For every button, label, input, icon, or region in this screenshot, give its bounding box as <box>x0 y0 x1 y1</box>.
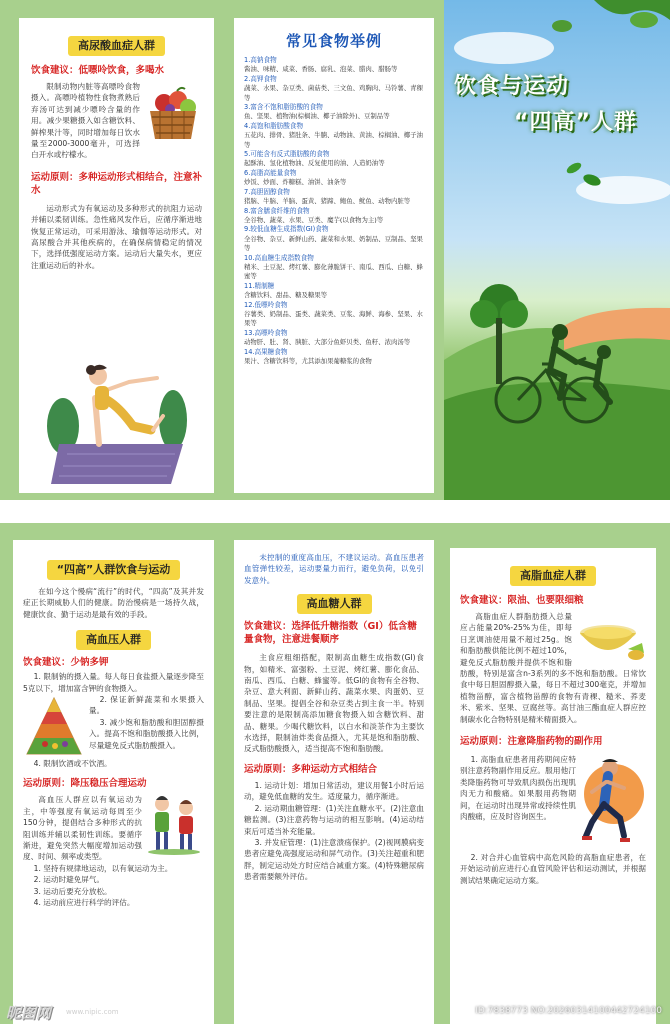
food-group-heading: 5.可能含有反式脂肪酸的食物 <box>244 150 330 159</box>
family-exercise-icon <box>146 794 204 856</box>
lipid-diet-heading: 饮食建议：限油、也要限细粮 <box>460 595 584 606</box>
food-group-items: 全谷物、蔬菜、水果、豆类、魔芋(以食物为主)等 <box>244 215 384 224</box>
diabetes-title: 高血糖人群 <box>297 594 372 614</box>
hypertension-exercise-heading: 运动原则：降压稳压合理运动 <box>23 778 147 790</box>
food-group-heading: 7.高胆固醇食物 <box>244 187 290 196</box>
food-group-heading: 6.高脂高能量食物 <box>244 168 297 177</box>
food-group-heading: 13.高嘌呤食物 <box>244 328 288 337</box>
cover-title-line1: 饮食与运动 <box>454 74 570 99</box>
diet-p1: 1. 限制钠的摄入量。每人每日食盐摄入量逐步降至5克以下，增加富含钾的食物摄入。 <box>23 672 204 693</box>
lipid-diet-block <box>460 611 646 725</box>
sheet-gap <box>0 500 670 523</box>
panel-foods <box>234 18 434 493</box>
running-man-icon <box>580 754 646 850</box>
food-group-items: 起酥油、氢化植物油、反复使用的油、人造奶油等 <box>244 159 385 168</box>
watermark-id: ID:7838773 NO:20260314100442724100 <box>475 1006 662 1016</box>
lipid-ex-p1: 1. 高脂血症患者用药期间应特别注意药物副作用反应。服用他汀类降脂药物可导致肌肉损伤出现肌肉无力和酸痛。如果服用药物期间，在运动时出现异常或持续性肌肉酸痛，应及时咨询医生。 <box>460 755 576 822</box>
diet-text: 限制动物内脏等高嘌呤食物摄入。高嘌呤植物性食物煮熟后弃汤可达到减少嘌呤含量的作用。减少果糖摄入如含糖饮料、鲜榨果汁等，同时增加每日饮水量至2000-3000毫升，可选择白开水或柠檬水。 <box>31 82 140 160</box>
food-group-heading: 4.高饱和脂肪酸食物 <box>244 121 304 130</box>
food-group-items: 果汁、含糖饮料等，尤其添加果葡糖浆的食物 <box>244 357 372 365</box>
gout-diet-block <box>31 81 202 161</box>
diabetes-top-text: 未控制的重度高血压，不建议运动。高血压患者血管弹性较差，运动要量力而行，避免负荷，以免引发意外。 <box>244 553 424 585</box>
bicycle-family-icon <box>490 318 640 428</box>
food-group-items: 鱼、坚果、植物油(棕榈油、椰子油除外)、豆制品等 <box>244 112 390 121</box>
diet-p4: 4. 限制饮酒或不饮酒。 <box>33 759 112 769</box>
diabetes-diet-text: 主食应粗细搭配，限制高血糖生成指数(GI)食物，如精米、富强粉、土豆泥、烤红薯、膨化食品、南瓜、西瓜、白糖、蜂蜜等。低GI的食物有全谷物、杂豆、意大利面、新鲜山药、蔬菜水果、肉蛋奶、豆制品、坚果。提倡全谷和杂豆类占到主食一半。特别要注意的是限制高添加糖食物摄入如含糖饮料、甜品、糖果。少喝代糖饮料，以白水和淡茶作为主要饮水选择，限制油炸类食品摄入，尤其是饱和脂肪酸、反式脂肪酸摄入，适当提高不饱和脂肪酸。 <box>244 653 424 754</box>
food-group-items: 动物肝、肚、肾、胰脏、大部分鱼虾贝类、鱼籽、浓肉汤等 <box>244 338 411 347</box>
lipid-exercise-block <box>460 754 646 822</box>
food-pyramid-icon <box>23 696 85 758</box>
food-group-items: 炒饭、炒面、炸糖糕、油饼、油条等 <box>244 178 347 187</box>
food-group-heading: 11.精制糖 <box>244 281 275 290</box>
oil-bowl-icon <box>576 611 646 665</box>
panel-cover <box>444 0 670 500</box>
food-group-items: 全谷物、杂豆、新鲜山药、蔬菜和水果、奶制品、豆制品、坚果等 <box>244 234 423 253</box>
watermark <box>0 1000 670 1024</box>
leaf-icon <box>564 160 604 188</box>
food-group-items: 酱油、味精、咸菜、香肠、腐乳、泡菜、腊肉、腊肠等 <box>244 65 398 74</box>
hypertension-diet-heading: 饮食建议：少钠多钾 <box>23 657 109 669</box>
panel-hypertension <box>13 540 214 1024</box>
panel-lipid <box>450 548 656 1024</box>
diabetes-diet-heading: 饮食建议：选择低升糖指数（GI）低含糖量食物，注意进餐顺序 <box>244 621 417 646</box>
panel-gout <box>19 18 214 493</box>
hypertension-title: 高血压人群 <box>76 630 151 650</box>
food-group-heading: 3.富含不饱和脂肪酸的食物 <box>244 103 323 112</box>
watermark-logo: 昵图网 <box>6 1004 52 1022</box>
food-group-heading: 8.富含膳食纤维的食物 <box>244 206 310 215</box>
lipid-diet-text: 高脂血症人群脂肪摄入总量应占能量20%-25%为佳，即每日烹调油使用量不超过25g。饱和脂肪酸供能比例不超过10%，避免反式脂肪酸并提供不饱和脂肪酸，特别是富含n-3系列的多不饱和脂肪酸。日常饮食中每日胆固醇摄入量，每日不超过300毫克，并增加植物甾醇，富含植物甾醇的食物有青稞、糙米、荞麦米、紫米、坚果、豆腐丝等。高甘油三酯血症人群应控制碳水化合物特别是精米精面摄入。 <box>460 612 646 724</box>
food-group-heading: 9.较低血糖生成指数(GI)食物 <box>244 225 329 234</box>
intro-title: “四高”人群饮食与运动 <box>47 560 180 580</box>
hypertension-diet-block <box>23 671 204 769</box>
hypertension-exercise-text: 高血压人群应以有氧运动为主，中等强度有氧运动每周至少150分钟，提倡结合多种形式的抗阻训练并辅以柔韧性训练。要循序渐进，避免突然大幅度增加运动强度、时间、频率或类型。 <box>23 795 142 862</box>
fruit-basket-icon <box>144 85 202 145</box>
food-group-heading: 10.高血糖生成指数食物 <box>244 253 314 262</box>
food-group-items: 五花肉、排骨、猪肚条、牛腩、动物油、黄油、棕榈油、椰子油等 <box>244 131 423 149</box>
diabetes-exercise-heading: 运动原则：多种运动方式相结合 <box>244 763 378 775</box>
food-group-items: 谷薯类、奶制品、蛋类、蔬菜类、豆浆、海鲜、海参、坚果、水果等 <box>244 309 423 328</box>
diabetes-ex-p3: 3. 并发症管理：(1)注意溃疡保护。(2)视网膜病变患者应避免高强度运动和屏气动作。(3)关注超重和肥胖，制定运动处方时应结合减重方案。(4)特殊糖尿病患者需要额外评估。 <box>244 837 424 882</box>
food-group-items: 精米、土豆泥、烤红薯、膨化薄脆饼干、南瓜、西瓜、白糖、蜂蜜等 <box>244 262 423 281</box>
food-list <box>244 56 424 366</box>
cover-title-line2: “四高”人群 <box>514 110 637 135</box>
diet-heading: 饮食建议：低嘌呤饮食，多喝水 <box>31 65 165 76</box>
ex-p3: 3. 运动后要充分放松。 <box>33 886 112 896</box>
hypertension-exercise-block <box>23 794 204 862</box>
exercise-heading: 运动原则：多种运动形式相结合，注意补水 <box>31 171 203 196</box>
diet-p3: 3. 减少饱和脂肪酸和胆固醇摄入。提高不饱和脂肪酸摄入比例，尽量避免反式脂肪酸摄入。 <box>89 717 204 750</box>
food-group-items: 蔬菜、水果、杂豆类、菌菇类、三文鱼、鸡胸肉、马铃薯、青稞等 <box>244 84 423 102</box>
ex-p1: 1. 坚持有规律地运动，以有氧运动为主。 <box>33 863 173 873</box>
yoga-woman-icon <box>41 348 193 488</box>
diabetes-ex-p1: 1. 运动计划：增加日常活动，建议用餐1小时后运动，避免低血糖的发生。适度量力，循序渐进。 <box>244 780 424 802</box>
panel-diabetes <box>234 540 434 1024</box>
food-group-items: 猪脑、牛脑、羊脑、蛋黄、猪蹄、鲍鱼、鱿鱼、动物内脏等 <box>244 197 411 206</box>
food-group-heading: 2.高钾食物 <box>244 74 277 83</box>
lipid-title: 高脂血症人群 <box>510 566 596 586</box>
lipid-ex-p2: 2. 对合并心血管病中高危风险的高脂血症患者，在开始运动前应进行心血管风险评估和运动测试，并根据测试结果确定运动方案。 <box>460 853 646 885</box>
intro-text: 在如今这个慢病“流行”的时代，“四高”及其并发症正长期威胁人们的健康。防治慢病是一场持久战，健康饮食、勤于运动是最有效的手段。 <box>23 587 204 619</box>
ex-p4: 4. 运动前应进行科学的评估。 <box>33 898 135 908</box>
foods-title: 常见食物举例 <box>285 32 382 50</box>
food-group-heading: 14.高果糖食物 <box>244 347 288 356</box>
diet-p2: 2. 保证新鲜蔬菜和水果摄入量。 <box>89 695 204 716</box>
panel-title: 高尿酸血症人群 <box>68 36 165 56</box>
exercise-text: 运动形式为有氧运动及多种形式的抗阻力运动并辅以柔韧训练。急性痛风发作后，应循序渐进地恢复正常运动，可采用游泳、瑜伽等运动形式。对高尿酸合并其他疾病的，在确保病情稳定的情况下，选择低强度运动方案。运动后大量失水，更应注重运动后的补水。 <box>31 203 202 270</box>
food-group-heading: 12.低嘌呤食物 <box>244 300 288 309</box>
diabetes-ex-p2: 2. 运动期血糖管理：(1)关注血糖水平。(2)注意血糖监测。(3)注意药物与运动的相互影响。(4)运动结束后可适当补充能量。 <box>244 803 424 836</box>
ex-p2: 2. 运动时避免屏气。 <box>33 875 105 885</box>
cover-title <box>454 72 654 138</box>
food-group-heading: 1.高钠食物 <box>244 56 277 64</box>
watermark-site: www.nipic.com <box>66 1008 119 1016</box>
food-group-items: 含糖饮料、甜品、糖及糖果等 <box>244 291 328 300</box>
lipid-exercise-heading: 运动原则：注意降脂药物的副作用 <box>460 736 603 748</box>
